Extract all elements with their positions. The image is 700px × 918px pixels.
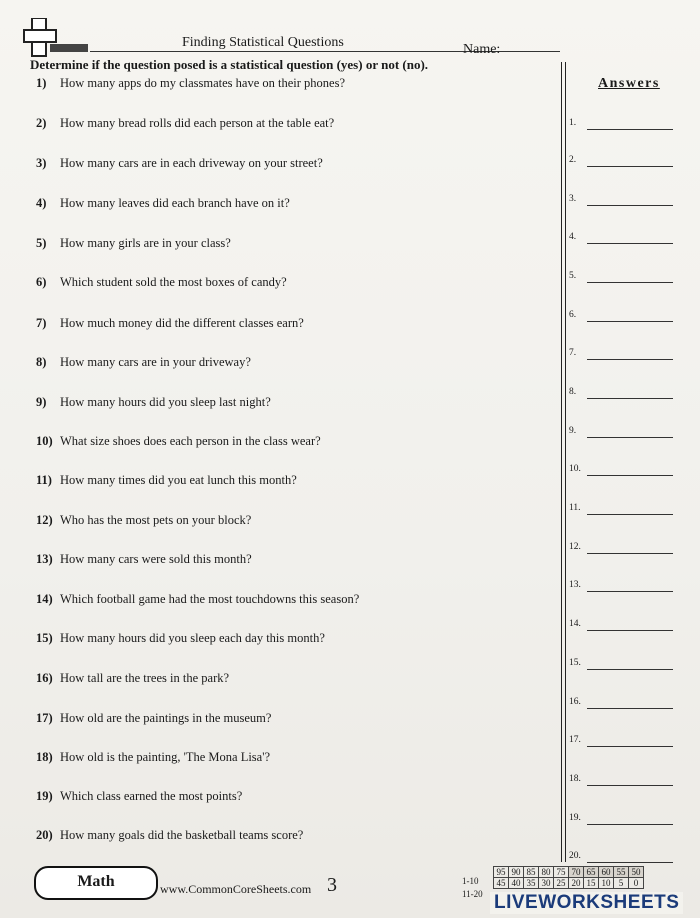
answers-heading: Answers	[598, 76, 660, 91]
answer-blank[interactable]: 1.	[569, 118, 576, 128]
question-item: 9) How many hours did you sleep last night?	[36, 395, 271, 409]
question-item: 2) How many bread rolls did each person at the table eat?	[36, 116, 335, 130]
question-item: 14) Which football game had the most touchdowns this season?	[36, 592, 360, 606]
answer-blank[interactable]: 16.	[569, 697, 581, 707]
answer-blank[interactable]: 14.	[569, 619, 581, 629]
question-item: 18) How old is the painting, 'The Mona Lisa'?	[36, 750, 271, 764]
question-item: 7) How much money did the different classes earn?	[36, 316, 304, 330]
score-cell: 45	[494, 878, 509, 889]
answer-blank[interactable]: 4.	[569, 232, 576, 242]
score-cell: 80	[539, 867, 554, 878]
answer-blank[interactable]: 19.	[569, 813, 581, 823]
answer-blank[interactable]: 7.	[569, 348, 576, 358]
answer-blank[interactable]: 18.	[569, 774, 581, 784]
answer-blank[interactable]: 2.	[569, 155, 576, 165]
score-cell: 40	[509, 878, 524, 889]
answer-column-divider	[565, 62, 566, 862]
score-cell: 90	[509, 867, 524, 878]
score-cell: 55	[614, 867, 629, 878]
instructions: Determine if the question posed is a statistical question (yes) or not (no).	[30, 57, 429, 72]
answer-blank[interactable]: 13.	[569, 580, 581, 590]
score-cell: 35	[524, 878, 539, 889]
score-cell: 0	[629, 878, 644, 889]
score-cell: 65	[584, 867, 599, 878]
answer-blank[interactable]: 3.	[569, 194, 576, 204]
question-item: 16) How tall are the trees in the park?	[36, 671, 230, 685]
score-range-label: 1-10	[462, 876, 479, 886]
question-item: 11) How many times did you eat lunch this month?	[36, 473, 297, 487]
answer-blank[interactable]: 12.	[569, 542, 581, 552]
score-cell: 30	[539, 878, 554, 889]
question-item: 1) How many apps do my classmates have on their phones?	[36, 76, 346, 90]
score-cell: 95	[494, 867, 509, 878]
question-item: 20) How many goals did the basketball teams score?	[36, 828, 304, 842]
answer-blank[interactable]: 5.	[569, 271, 576, 281]
answer-column-divider	[561, 62, 562, 862]
question-item: 13) How many cars were sold this month?	[36, 552, 252, 566]
name-label: Name:	[463, 42, 501, 57]
plus-logo-icon	[22, 18, 88, 60]
page-number: 3	[327, 874, 337, 896]
score-cell: 10	[599, 878, 614, 889]
score-cell: 60	[599, 867, 614, 878]
question-item: 4) How many leaves did each branch have on it?	[36, 196, 290, 210]
site-url: www.CommonCoreSheets.com	[160, 882, 312, 896]
question-item: 12) Who has the most pets on your block?	[36, 513, 252, 527]
answer-blank[interactable]: 8.	[569, 387, 576, 397]
subject-badge: Math	[34, 866, 158, 900]
question-item: 15) How many hours did you sleep each day this month?	[36, 631, 325, 645]
score-cell: 25	[554, 878, 569, 889]
score-cell: 85	[524, 867, 539, 878]
question-item: 8) How many cars are in your driveway?	[36, 355, 251, 369]
question-item: 10) What size shoes does each person in the class wear?	[36, 434, 321, 448]
score-cell: 15	[584, 878, 599, 889]
score-cell: 50	[629, 867, 644, 878]
score-cell: 5	[614, 878, 629, 889]
answer-blank[interactable]: 17.	[569, 735, 581, 745]
question-item: 17) How old are the paintings in the museum?	[36, 711, 272, 725]
score-range-label: 11-20	[462, 889, 483, 899]
answer-blank[interactable]: 11.	[569, 503, 581, 513]
score-cell: 75	[554, 867, 569, 878]
answer-blank[interactable]: 15.	[569, 658, 581, 668]
score-cell: 20	[569, 878, 584, 889]
question-item: 3) How many cars are in each driveway on your street?	[36, 156, 323, 170]
answer-blank[interactable]: 10.	[569, 464, 581, 474]
liveworksheets-watermark: LIVEWORKSHEETS	[490, 892, 683, 914]
question-item: 6) Which student sold the most boxes of candy?	[36, 275, 287, 289]
answer-blank[interactable]: 6.	[569, 310, 576, 320]
question-item: 5) How many girls are in your class?	[36, 236, 231, 250]
answer-blank[interactable]: 9.	[569, 426, 576, 436]
score-cell: 70	[569, 867, 584, 878]
answer-blank[interactable]: 20.	[569, 851, 581, 861]
score-table	[493, 866, 644, 889]
question-item: 19) Which class earned the most points?	[36, 789, 243, 803]
worksheet-title: Finding Statistical Questions	[182, 35, 344, 50]
